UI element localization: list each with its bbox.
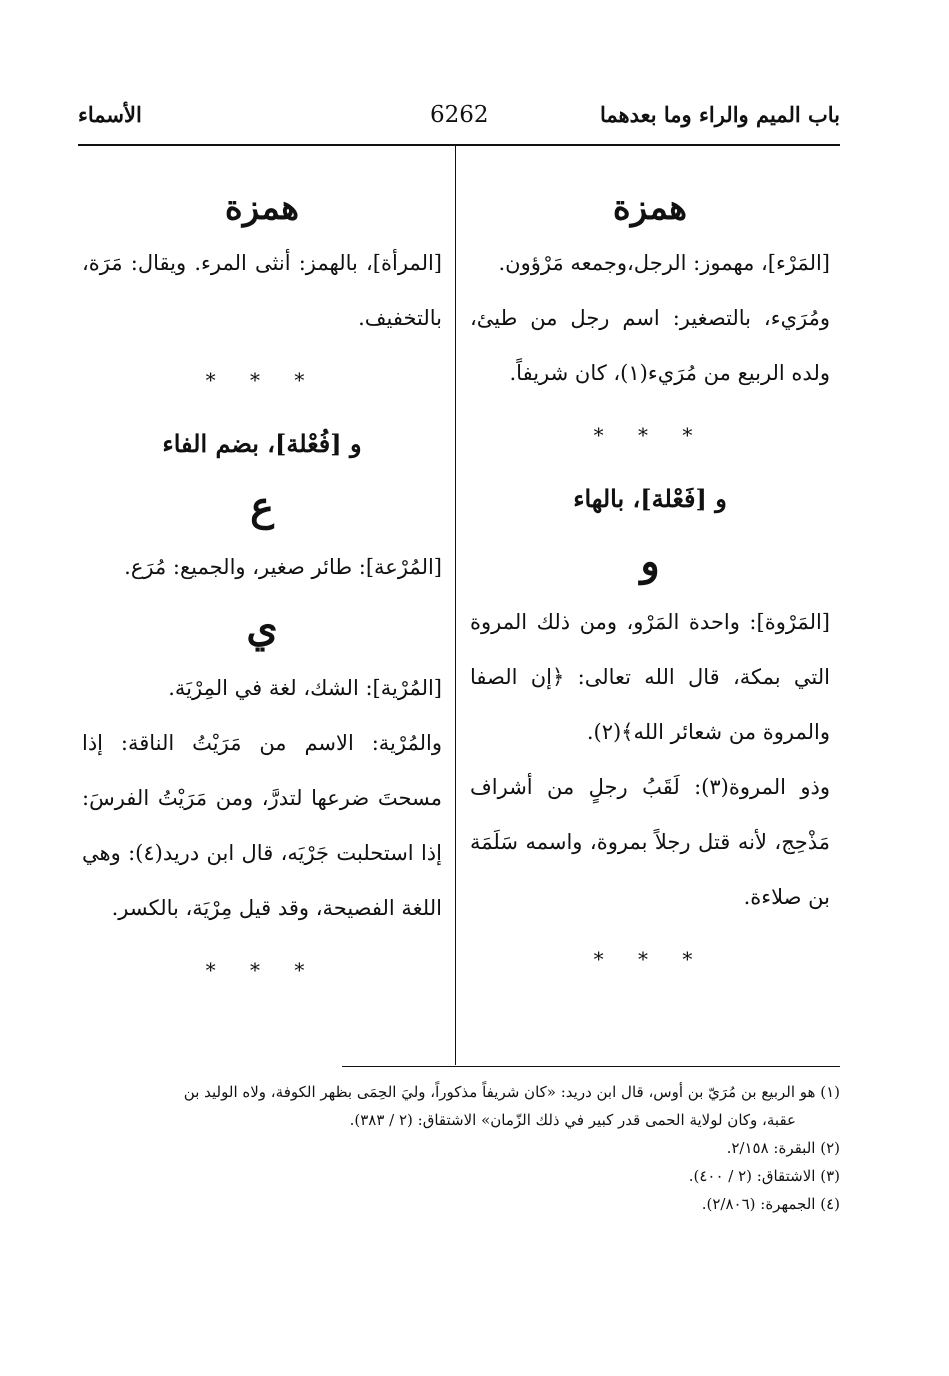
- subheading-fula: و [فُعْلة]، بضم الفاء: [162, 429, 362, 458]
- footnote-1: (١) هو الربيع بن مُرَيّ بن أوس، قال ابن دريد: «كان شريفاً مذكوراً، وليَ الحِمَى بظهر الكوفة، ولاه الوليد بن: [183, 1083, 840, 1101]
- subheading-faala: و [فَعْلة]، بالهاء: [573, 484, 727, 513]
- entry-muryah-noun: والمُرْية: الاسم من مَرَيْتُ الناقة: إذا مسحتَ ضرعها لتدرَّ، ومن مَرَيْتُ الفرسَ: إذا استحلبت جَرْيَه، قال ابن دريد(٤): وهي اللغة الفصيحة، وقد قيل مِرْيَة، بالكسر.: [82, 731, 442, 920]
- heading-hamza: همزة: [224, 188, 300, 228]
- column-divider: [455, 145, 456, 1065]
- section-title: الأسماء: [78, 102, 142, 127]
- entry-murai: ومُرَيء، بالتصغير: اسم رجل من طيئ، ولده الربيع من مُرَيء(١)، كان شريفاً.: [470, 306, 830, 385]
- entry-muryah: [المُرْية]: الشك، لغة في المِرْيَة.: [168, 676, 442, 700]
- footnotes: [78, 1078, 840, 1218]
- footnote-4: (٤) الجمهرة: (٢/٨٠٦).: [701, 1195, 840, 1213]
- separator-stars: * * *: [205, 368, 319, 392]
- letter-waw: و: [640, 538, 660, 585]
- footnote-3: (٣) الاشتقاق: (٢ / ٤٠٠).: [688, 1167, 840, 1185]
- entry-dhu-al-marwa: وذو المروة(٣): لَقَبُ رجلٍ من أشراف مَذْحِج، لأنه قتل رجلاً بمروة، واسمه سَلَمَة بن صلاءة.: [470, 775, 830, 909]
- footnote-1-continued: عقبة، وكان لولاية الحمى قدر كبير في ذلك الزّمان» الاشتقاق: (٢ / ٣٨٣).: [349, 1111, 796, 1129]
- separator-stars: * * *: [593, 423, 707, 447]
- chapter-title: باب الميم والراء وما بعدهما: [599, 102, 840, 127]
- footnote-2: (٢) البقرة: ٢/١٥٨.: [726, 1139, 840, 1157]
- letter-ain: ع: [250, 483, 274, 530]
- heading-hamza: همزة: [612, 188, 688, 228]
- header-rule: [78, 144, 840, 146]
- separator-stars: * * *: [205, 958, 319, 982]
- separator-stars: * * *: [593, 947, 707, 971]
- page-number: 6262: [430, 102, 489, 128]
- entry-mar: [المَرْء]، مهموز: الرجل،وجمعه مَرْؤون.: [498, 251, 830, 275]
- entry-murah: [المُرْعة]: طائر صغير، والجميع: مُرَع.: [124, 555, 442, 579]
- entry-marwa: [المَرْوة]: واحدة المَرْو، ومن ذلك المروة التي بمكة، قال الله تعالى: ﴿إن الصفا والمروة من شعائر الله﴾(٢).: [470, 610, 830, 744]
- left-column: [82, 180, 442, 1004]
- entry-marah: [المرأة]، بالهمز: أنثى المرء. ويقال: مَرَة، بالتخفيف.: [82, 251, 442, 330]
- footnote-rule: [342, 1066, 840, 1067]
- letter-ya: ي: [246, 604, 278, 651]
- running-header: [78, 102, 840, 142]
- right-column: [470, 180, 830, 993]
